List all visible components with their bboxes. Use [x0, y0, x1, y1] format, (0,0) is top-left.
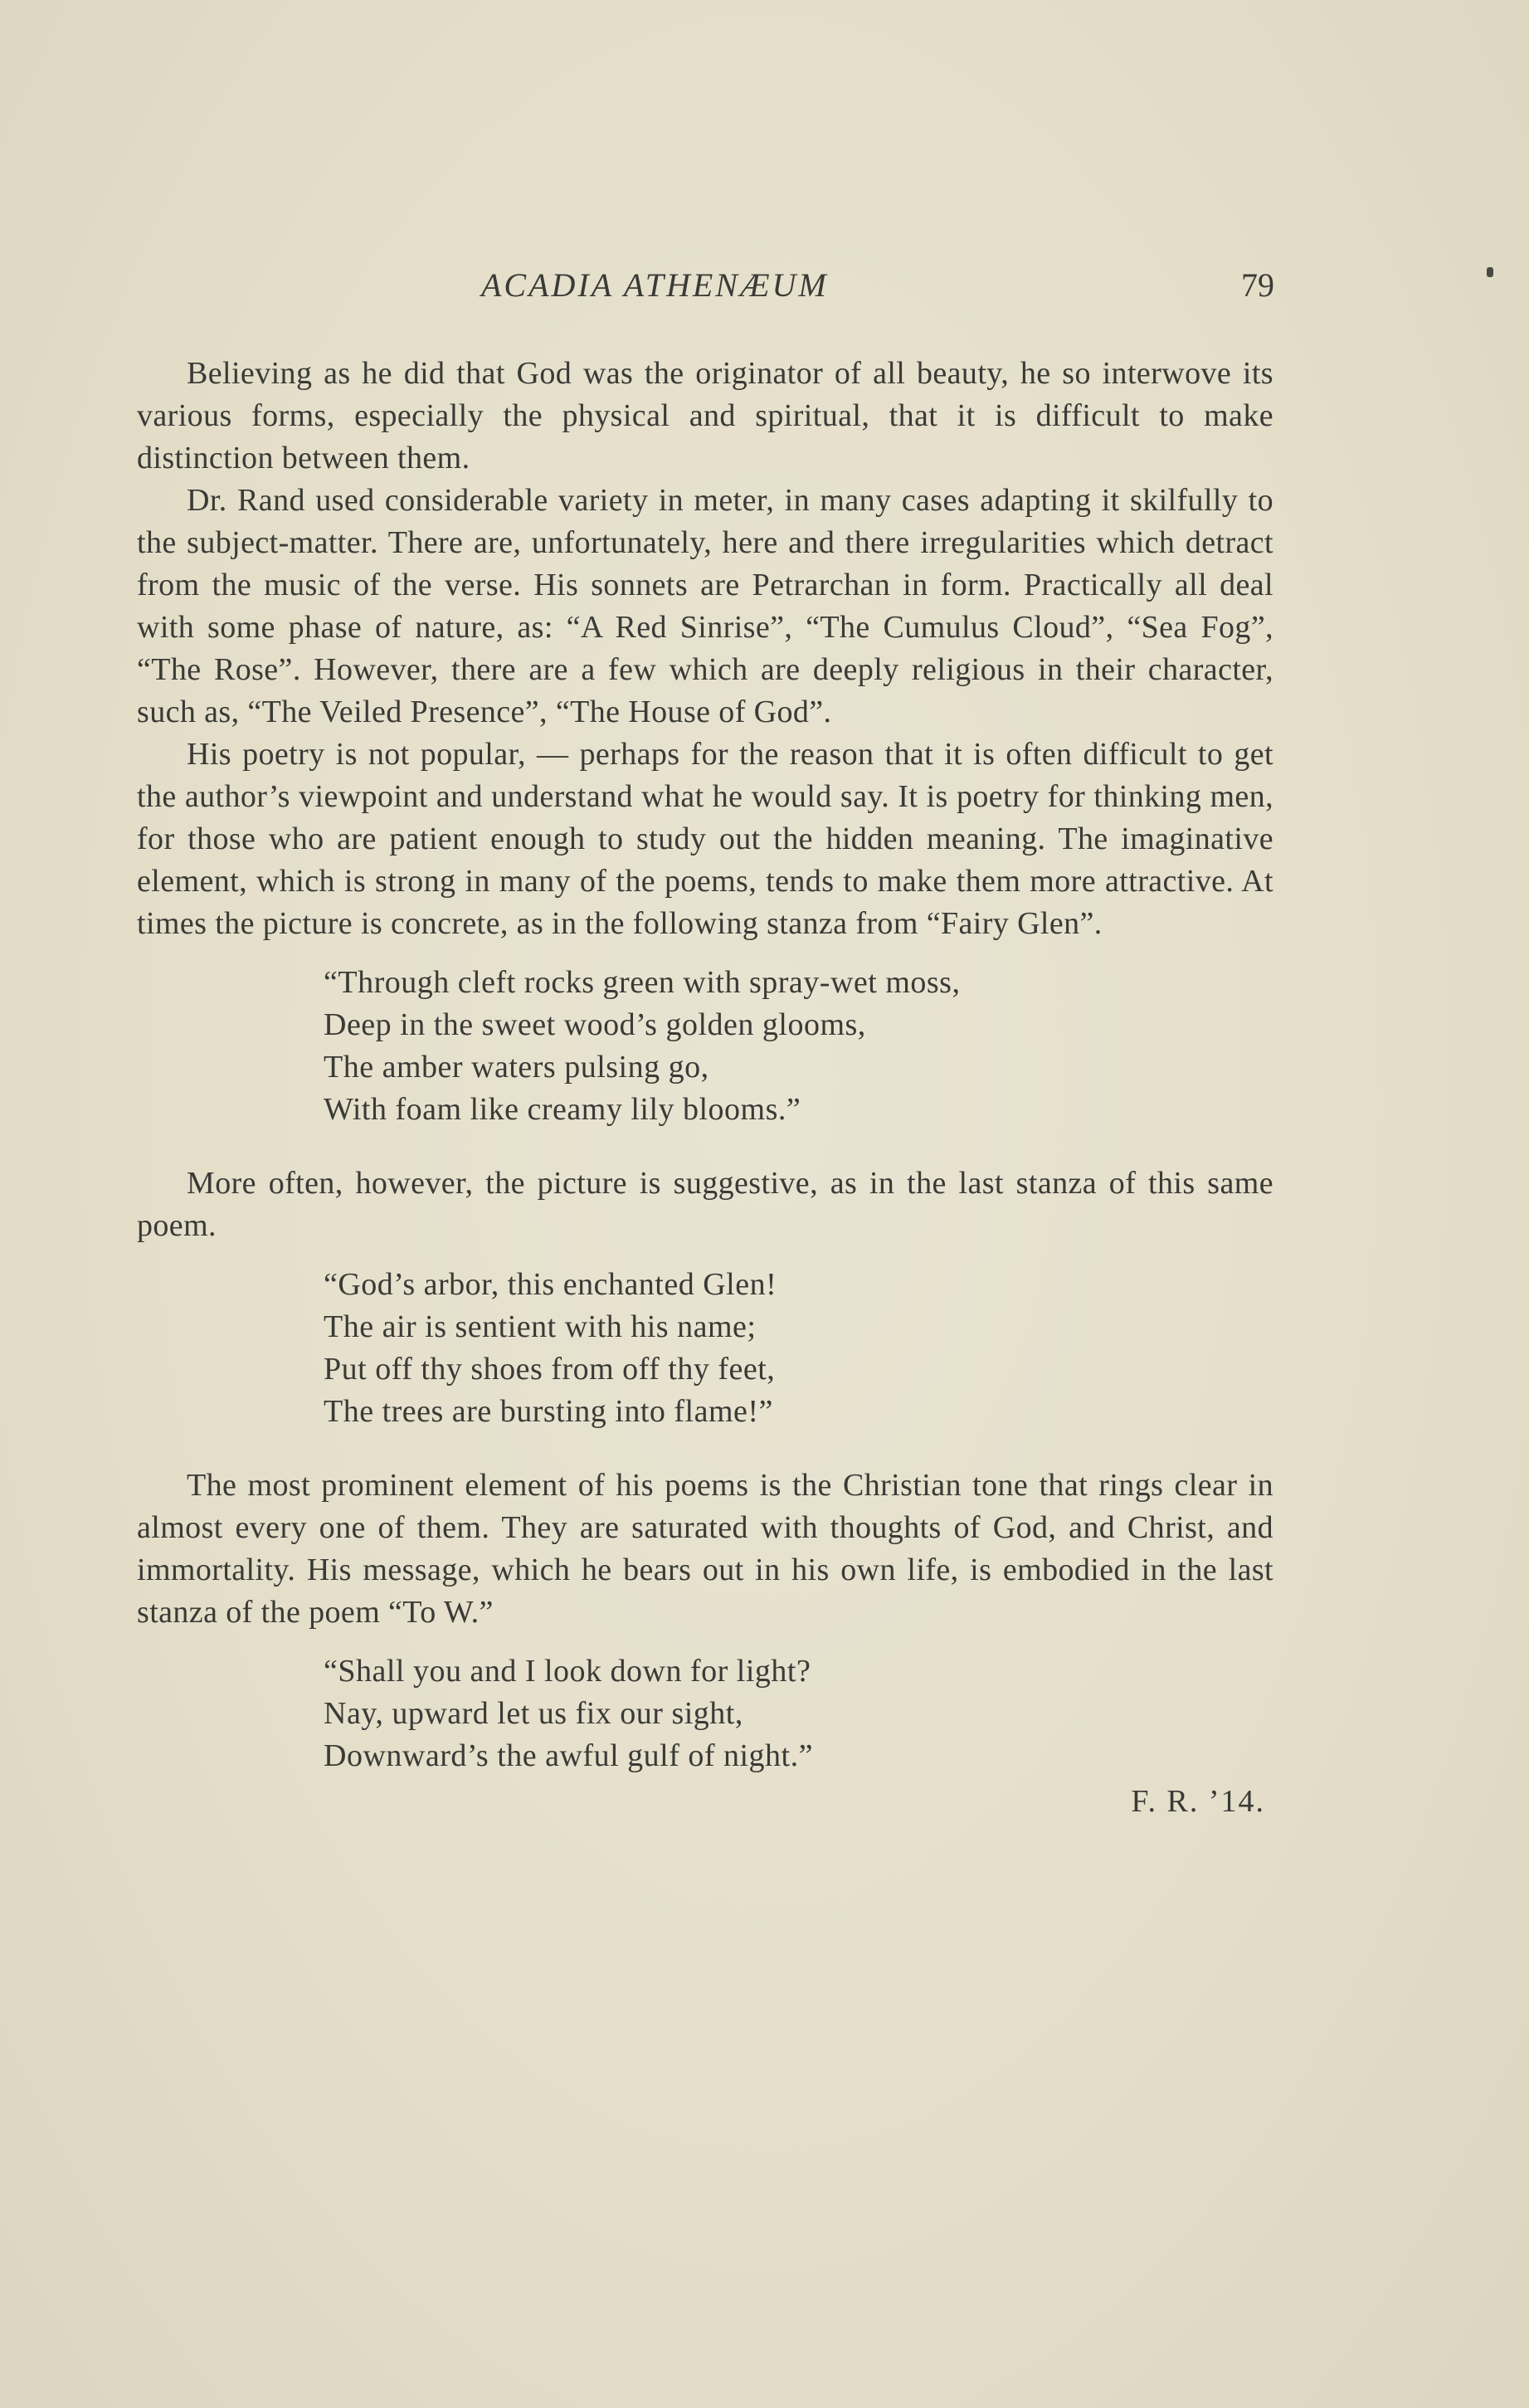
poem-stanza [137, 1264, 1273, 1433]
paragraph: Believing as he did that God was the originator of all beauty, he so interwove its various forms, especially the physical and spiritual, that it is difficult to make distinction between them. [137, 356, 1273, 475]
poem-stanza [137, 962, 1273, 1131]
paragraph: Dr. Rand used considerable variety in meter, in many cases adapting it skilfully to the subject-matter. There are, unfortunately, here and there irregularities which detract from the music of the verse. His sonnets are Petrarchan in form. Practically all deal with some phase of nature, as: “A Red Sinrise”, “The Cumulus Cloud”, “Sea Fog”, “The Rose”. However, there are a few which are deeply religious in their character, such as, “The Veiled Presence”, “The House of God”. [137, 483, 1273, 729]
page-number: 79 [1241, 266, 1274, 304]
stanza-line: Deep in the sweet wood’s golden glooms, [324, 1007, 866, 1042]
stanza-line: The amber waters pulsing go, [324, 1050, 709, 1085]
poem-stanza [137, 1650, 1273, 1777]
stanza-line: With foam like creamy lily blooms.” [324, 1092, 801, 1127]
stanza-line: Put off thy shoes from off thy feet, [324, 1352, 776, 1387]
paragraph: His poetry is not popular, — perhaps for the reason that it is often difficult to get the author’s viewpoint and understand what he would say. It is poetry for thinking men, for those who are patient enough to study out the hidden meaning. The imaginative element, which is strong in many of the poems, tends to make them more attractive. At times the picture is concrete, as in the following stanza from “Fairy Glen”. [137, 737, 1273, 941]
stanza-line: “God’s arbor, this enchanted Glen! [324, 1267, 777, 1302]
stanza-line: Nay, upward let us fix our sight, [324, 1696, 743, 1731]
stanza-line: The air is sentient with his name; [324, 1309, 757, 1344]
stanza-line: “Shall you and I look down for light? [324, 1654, 811, 1689]
journal-title: ACADIA ATHENÆUM [481, 266, 829, 304]
stanza-line: Downward’s the awful gulf of night.” [324, 1738, 813, 1773]
stanza-line: “Through cleft rocks green with spray-wet moss, [324, 965, 961, 1000]
paragraph: More often, however, the picture is suggestive, as in the last stanza of this same poem. [137, 1166, 1273, 1243]
author-signature: F. R. ’14. [1131, 1784, 1265, 1819]
paragraph: The most prominent element of his poems is the Christian tone that rings clear in almost every one of them. They are saturated with thoughts of God, and Christ, and immortality. His message, which he bears out in his own life, is embodied in the last stanza of the poem “To W.” [137, 1468, 1273, 1630]
running-header [0, 266, 1529, 315]
stanza-line: The trees are bursting into flame!” [324, 1394, 773, 1429]
article-body [137, 353, 1273, 1823]
